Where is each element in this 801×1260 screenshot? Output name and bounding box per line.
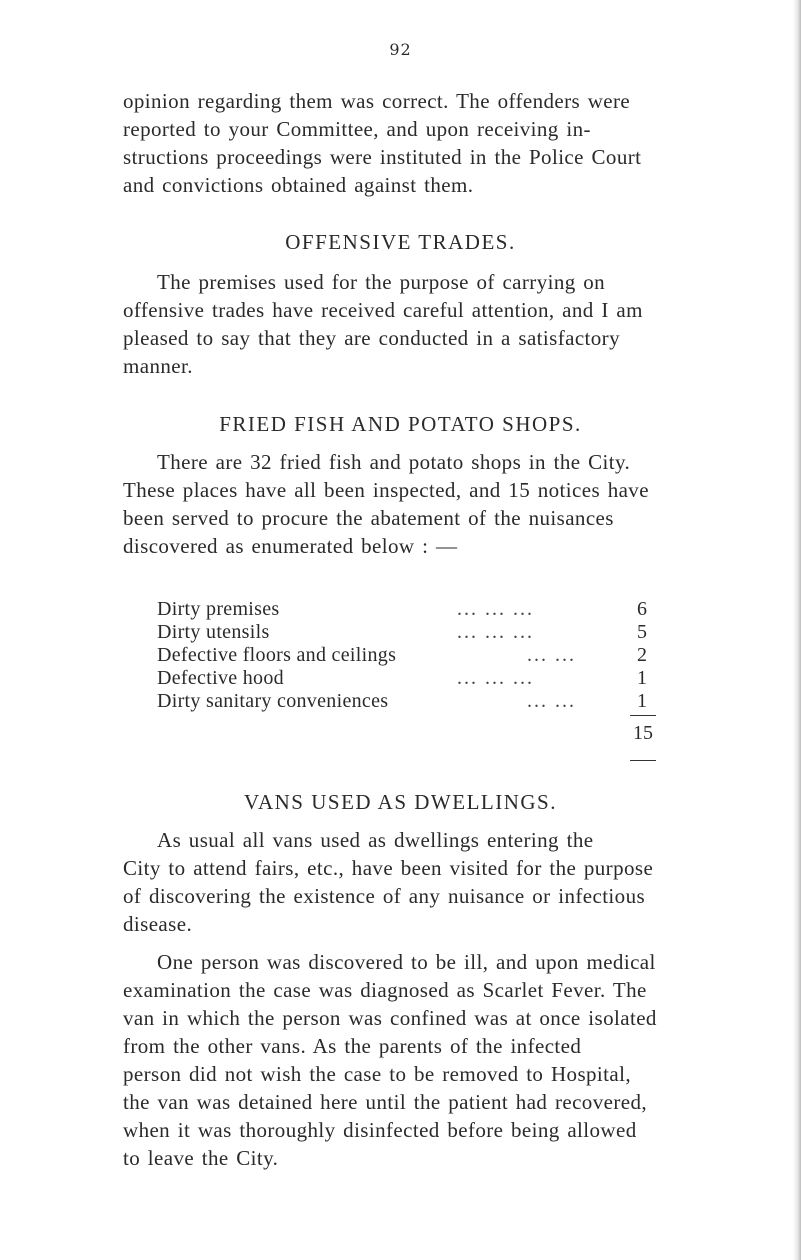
table-row bbox=[157, 598, 657, 621]
fried-fish-paragraph bbox=[123, 448, 689, 560]
page-number: 92 bbox=[389, 40, 412, 59]
row-label: Dirty sanitary conveniences bbox=[157, 690, 389, 712]
row-label: Dirty premises bbox=[157, 598, 280, 620]
row-dots: ... ... bbox=[527, 690, 576, 712]
row-value: 1 bbox=[637, 690, 647, 712]
row-dots: ... ... bbox=[527, 644, 576, 666]
text-line: from the other vans. As the parents of the infected bbox=[123, 1034, 582, 1058]
table-row bbox=[157, 621, 657, 644]
row-label: Dirty utensils bbox=[157, 621, 270, 643]
table-row bbox=[157, 667, 657, 690]
text-line: and convictions obtained against them. bbox=[123, 173, 474, 197]
scan-page-edge bbox=[793, 0, 801, 1260]
text-line: person did not wish the case to be removed to Hospital, bbox=[123, 1062, 631, 1086]
text-line: been served to procure the abatement of the nuisances bbox=[123, 506, 614, 530]
offensive-trades-paragraph bbox=[123, 268, 689, 380]
text-line: One person was discovered to be ill, and upon medical bbox=[157, 950, 656, 974]
heading-vans-dwellings: VANS USED AS DWELLINGS. bbox=[244, 790, 557, 814]
row-dots: ... ... ... bbox=[457, 667, 534, 689]
text-line: examination the case was diagnosed as Scarlet Fever. The bbox=[123, 978, 647, 1002]
intro-paragraph bbox=[123, 87, 689, 199]
row-value: 6 bbox=[637, 598, 647, 620]
text-line: opinion regarding them was correct. The offenders were bbox=[123, 89, 631, 113]
text-line: disease. bbox=[123, 912, 193, 936]
row-value: 2 bbox=[637, 644, 647, 666]
text-line: pleased to say that they are conducted in a satisfactory bbox=[123, 326, 620, 350]
text-line: of discovering the existence of any nuisance or infectious bbox=[123, 884, 646, 908]
row-value: 5 bbox=[637, 621, 647, 643]
text-line: van in which the person was confined was at once isolated bbox=[123, 1006, 657, 1030]
row-value: 1 bbox=[637, 667, 647, 689]
text-line: when it was thoroughly disinfected before being allowed bbox=[123, 1118, 637, 1142]
text-line: offensive trades have received careful attention, and I am bbox=[123, 298, 643, 322]
row-dots: ... ... ... bbox=[457, 621, 534, 643]
vans-paragraph-1 bbox=[123, 826, 689, 938]
text-line: There are 32 fried fish and potato shops in the City. bbox=[157, 450, 631, 474]
heading-fried-fish: FRIED FISH AND POTATO SHOPS. bbox=[219, 412, 582, 436]
text-line: to leave the City. bbox=[123, 1146, 279, 1170]
text-line: structions proceedings were instituted in the Police Court bbox=[123, 145, 642, 169]
nuisance-table bbox=[157, 598, 657, 713]
nuisance-total: 15 bbox=[633, 722, 653, 744]
text-line: City to attend fairs, etc., have been visited for the purpose bbox=[123, 856, 654, 880]
text-line: As usual all vans used as dwellings entering the bbox=[157, 828, 594, 852]
row-dots: ... ... ... bbox=[457, 598, 534, 620]
row-label: Defective hood bbox=[157, 667, 284, 689]
vans-paragraph-2 bbox=[123, 948, 689, 1172]
heading-offensive-trades: OFFENSIVE TRADES. bbox=[285, 230, 516, 254]
text-line: reported to your Committee, and upon receiving in- bbox=[123, 117, 591, 141]
table-row bbox=[157, 644, 657, 667]
text-line: These places have all been inspected, and 15 notices have bbox=[123, 478, 649, 502]
text-line: the van was detained here until the patient had recovered, bbox=[123, 1090, 647, 1114]
total-rule-bottom bbox=[630, 760, 656, 761]
row-label: Defective floors and ceilings bbox=[157, 644, 397, 666]
total-rule-top bbox=[630, 715, 656, 716]
text-line: The premises used for the purpose of carrying on bbox=[157, 270, 606, 294]
table-row bbox=[157, 690, 657, 713]
text-line: manner. bbox=[123, 354, 193, 378]
text-line: discovered as enumerated below : — bbox=[123, 534, 458, 558]
